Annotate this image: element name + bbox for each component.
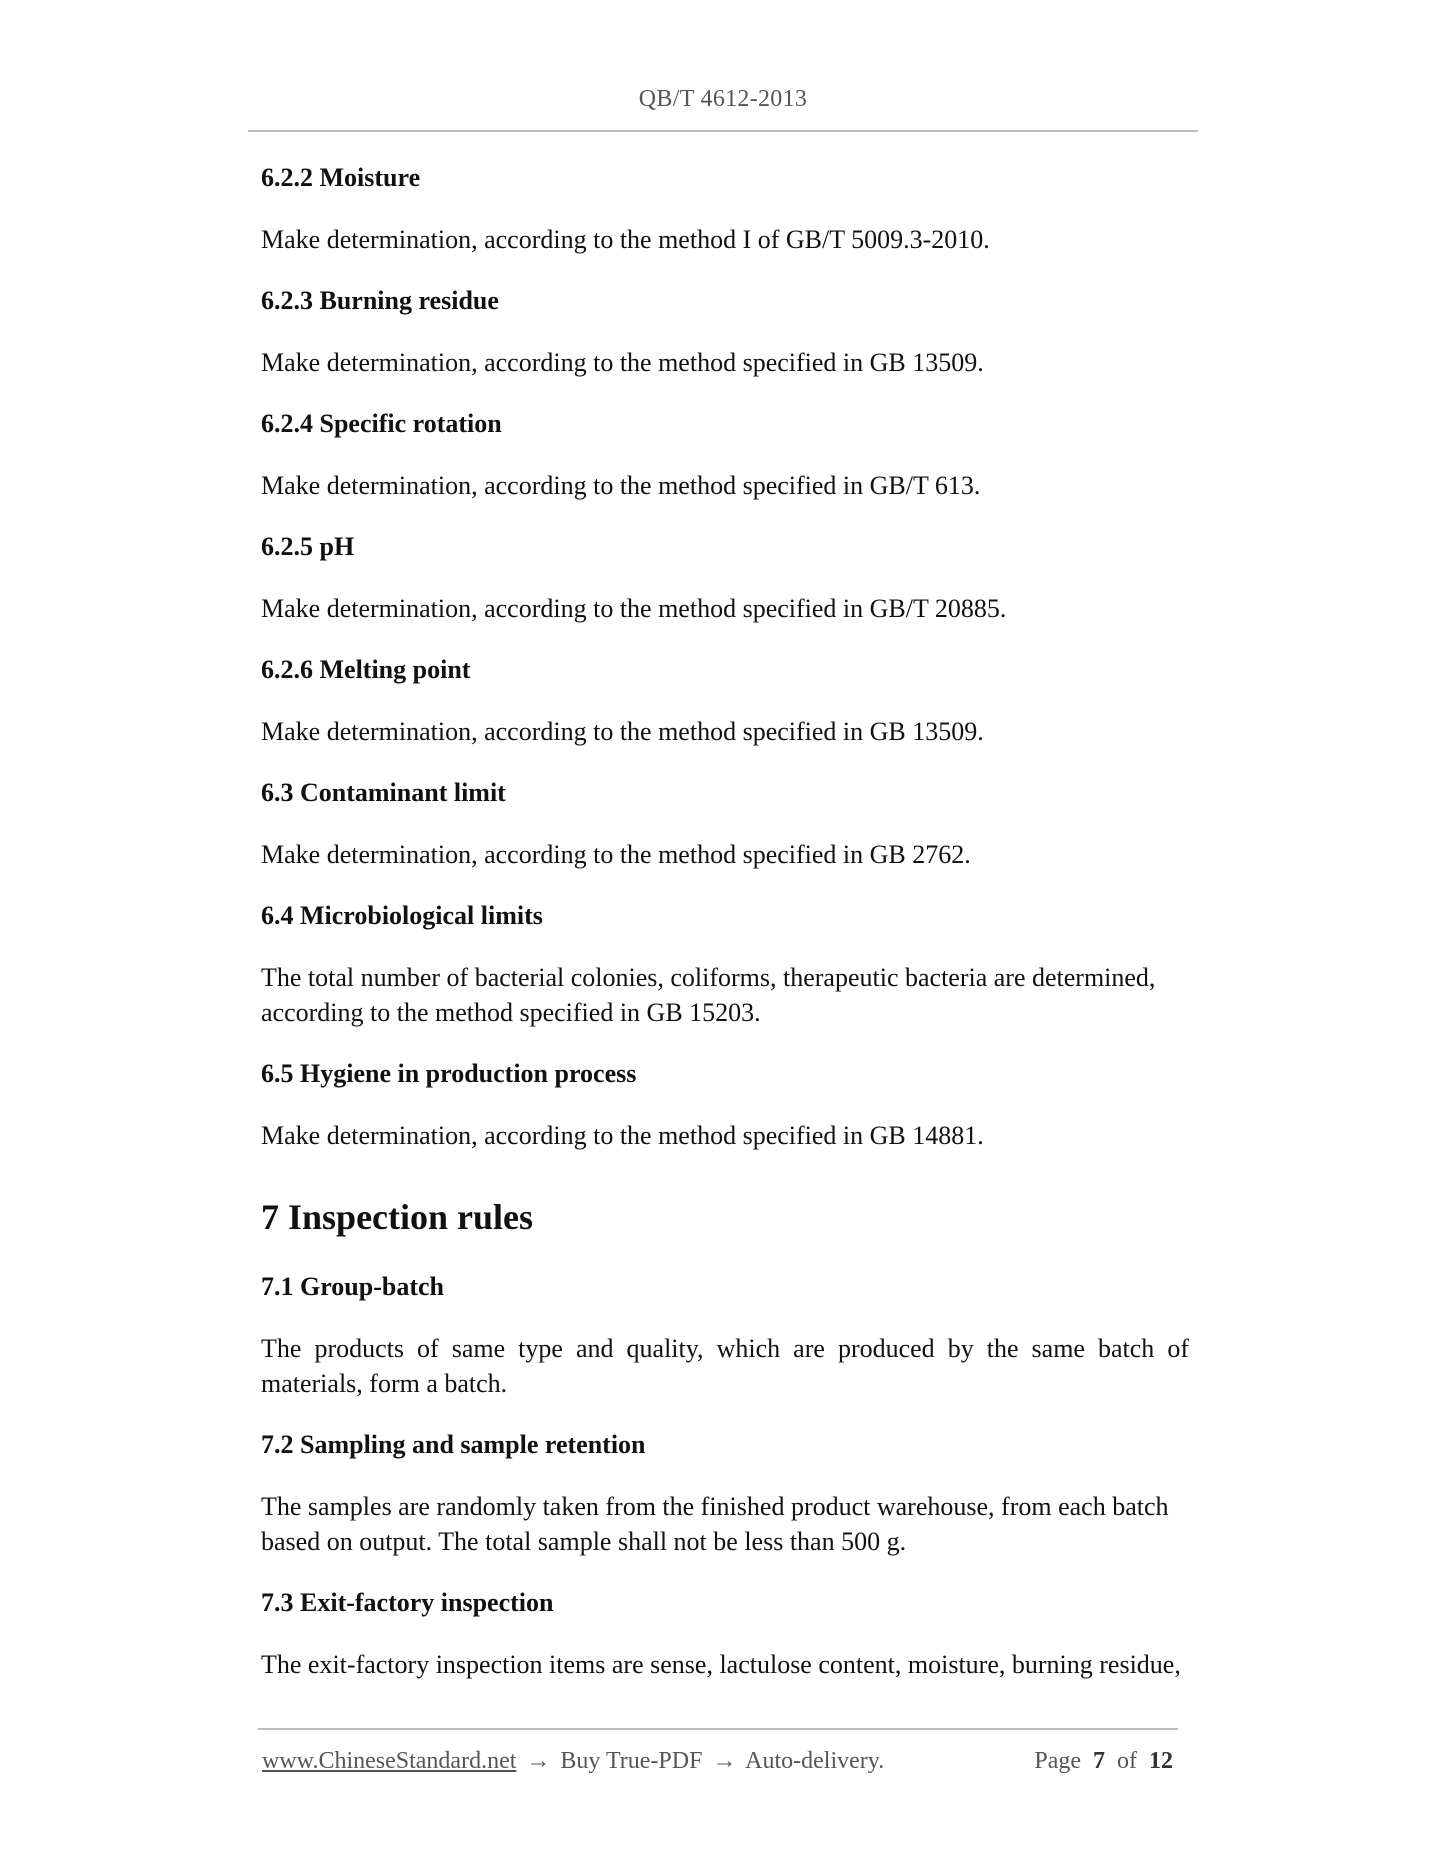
section-paragraph: Make determination, according to the method specified in GB 2762. — [261, 840, 971, 869]
section-heading: 6.4 Microbiological limits — [261, 901, 543, 930]
page-footer — [262, 1748, 1180, 1782]
section-heading: 6.5 Hygiene in production process — [261, 1059, 637, 1088]
page-of-label: of — [1117, 1748, 1137, 1774]
footer-step-delivery: Auto-delivery. — [745, 1748, 885, 1774]
section-paragraph: Make determination, according to the method specified in GB/T 613. — [261, 471, 981, 500]
section-paragraph: The products of same type and quality, which are produced by the same batch of materials, form a batch. — [261, 1334, 1189, 1398]
document-body — [261, 160, 1189, 1708]
arrow-right-icon: → — [712, 1748, 737, 1774]
section-heading: 7.2 Sampling and sample retention — [261, 1430, 646, 1459]
chapter-title: 7 Inspection rules — [261, 1197, 534, 1237]
section-paragraph: The samples are randomly taken from the finished product warehouse, from each batch based on output. The total sample shall not be less than 500 g. — [261, 1492, 1169, 1556]
section-heading: 6.2.5 pH — [261, 532, 355, 561]
section-heading: 7.1 Group-batch — [261, 1272, 444, 1301]
section-heading: 6.2.6 Melting point — [261, 655, 471, 684]
arrow-right-icon: → — [526, 1748, 551, 1774]
section-paragraph: Make determination, according to the method specified in GB 13509. — [261, 348, 984, 377]
section-paragraph: Make determination, according to the method specified in GB 13509. — [261, 717, 984, 746]
header-standard-code: QB/T 4612-2013 — [638, 86, 808, 112]
section-paragraph: Make determination, according to the method I of GB/T 5009.3-2010. — [261, 225, 990, 254]
header-divider — [248, 130, 1198, 132]
section-paragraph: Make determination, according to the method specified in GB/T 20885. — [261, 594, 1007, 623]
section-heading: 7.3 Exit-factory inspection — [261, 1588, 554, 1617]
section-heading: 6.2.3 Burning residue — [261, 286, 499, 315]
page-total: 12 — [1149, 1748, 1173, 1774]
section-heading: 6.3 Contaminant limit — [261, 778, 506, 807]
section-paragraph: The exit-factory inspection items are sense, lactulose content, moisture, burning residue, — [261, 1650, 1181, 1679]
footer-purchase-path — [262, 1748, 884, 1775]
section-paragraph: Make determination, according to the method specified in GB 14881. — [261, 1121, 984, 1150]
footer-divider — [258, 1728, 1178, 1730]
page-label: Page — [1034, 1748, 1081, 1774]
section-heading: 6.2.2 Moisture — [261, 163, 421, 192]
website-link[interactable]: www.ChineseStandard.net — [262, 1748, 517, 1774]
footer-step-buy: Buy True-PDF — [560, 1748, 703, 1774]
page-number — [1034, 1748, 1173, 1775]
section-heading: 6.2.4 Specific rotation — [261, 409, 502, 438]
page-current: 7 — [1093, 1748, 1105, 1774]
section-paragraph: The total number of bacterial colonies, coliforms, therapeutic bacteria are determined, according to the method specified in GB 15203. — [261, 963, 1156, 1027]
